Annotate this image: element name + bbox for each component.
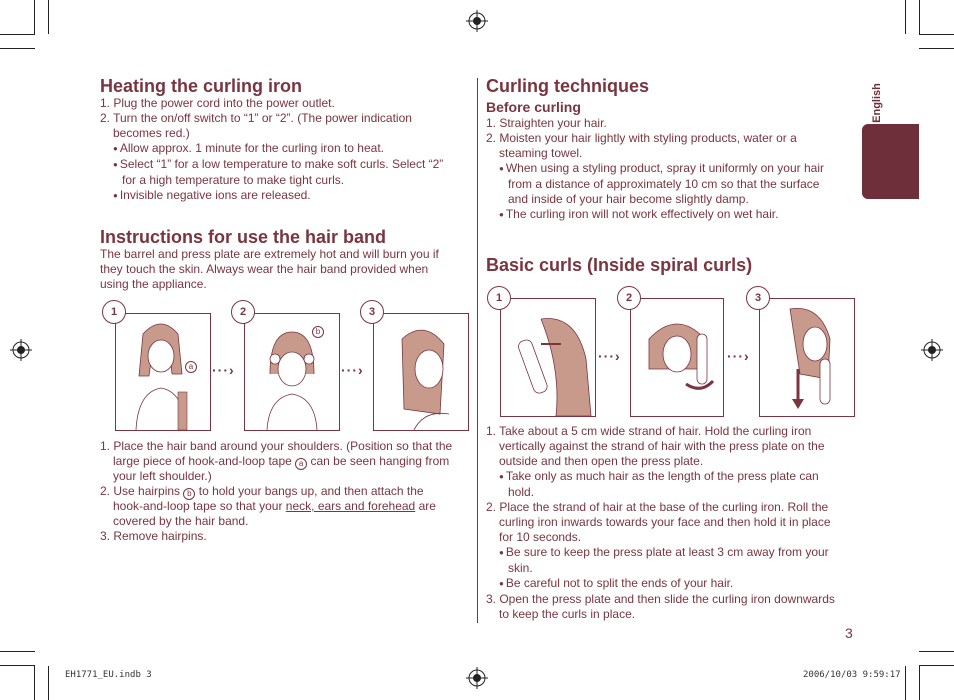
language-tab xyxy=(862,124,919,199)
crop-mark xyxy=(919,0,920,34)
crop-mark xyxy=(905,0,906,34)
registration-mark-icon xyxy=(921,339,943,361)
footer-file: EH1771_EU.indb 3 xyxy=(65,670,152,680)
next-arrow: ···› xyxy=(341,362,364,378)
heating-title: Heating the curling iron xyxy=(100,76,303,96)
step-number-1: 1 xyxy=(102,300,126,324)
hairband-steps: 1. Place the hair band around your shoulders. (Position so that the large piece of hook-and-loop tape a can be seen hanging from your left shoulder.) 2. Use hairpins b to hold your bangs up, and then attach the hook-and-loop tape so that your neck, ears and forehead are covered by the hair band. 3. Remove hairpins. xyxy=(100,439,453,543)
registration-mark-icon xyxy=(466,667,488,689)
label-a: a xyxy=(185,361,197,373)
crop-mark xyxy=(919,34,954,35)
basic-curls-title: Basic curls (Inside spiral curls) xyxy=(486,255,753,275)
curl-illustration-3 xyxy=(759,298,855,417)
hairband-illustration-3 xyxy=(373,313,469,431)
crop-mark xyxy=(0,48,35,49)
step-number-2: 2 xyxy=(231,300,255,324)
next-arrow: ···› xyxy=(727,348,750,364)
crop-mark xyxy=(905,666,906,700)
hairband-illustration-1 xyxy=(115,313,211,431)
next-arrow: ···› xyxy=(212,362,235,378)
hairband-illustration-2 xyxy=(244,313,340,431)
crop-mark xyxy=(0,665,35,666)
curl-step-number-1: 1 xyxy=(487,286,511,310)
crop-mark xyxy=(0,34,35,35)
step-number-3: 3 xyxy=(360,300,384,324)
curl-illustration-2 xyxy=(630,298,724,417)
crop-mark xyxy=(34,666,35,700)
before-curling-steps: 1. Straighten your hair. 2. Moisten your hair lightly with styling products, water or a steaming towel. ● When using a styling product, spray it uniformly on your hair from a distance of approximately 10 cm so that the surface and inside of your hair become slightly damp. ● The curling iron will not work effectively on wet hair. xyxy=(486,116,824,223)
heating-steps: 1. Plug the power cord into the power outlet. 2. Turn the on/off switch to “1” or “2”. (The power indication becomes red.) ● Allow approx. 1 minute for the curling iron to heat. ● Select “1” for a low temperature to make soft curls. Select “2” for a high temperature to make tight curls. ● Invisible negative ions are released. xyxy=(100,96,443,204)
curl-illustration-1 xyxy=(500,298,596,417)
before-curling-subtitle: Before curling xyxy=(486,99,581,115)
crop-mark xyxy=(919,651,954,652)
crop-mark xyxy=(48,666,49,700)
crop-mark xyxy=(919,666,920,700)
crop-mark xyxy=(919,48,954,49)
hairband-title: Instructions for use the hair band xyxy=(100,227,387,247)
label-b: b xyxy=(312,326,324,338)
curl-step-number-2: 2 xyxy=(617,286,641,310)
crop-mark xyxy=(48,0,49,34)
column-divider xyxy=(477,78,478,623)
hairband-intro: The barrel and press plate are extremely hot and will burn you if they touch the skin. Always wear the hair band provided when using the appliance. xyxy=(100,247,439,291)
crop-mark xyxy=(0,651,35,652)
crop-mark xyxy=(34,0,35,34)
footer-date: 2006/10/03 9:59:17 xyxy=(803,670,901,680)
crop-mark xyxy=(919,665,954,666)
curl-step-number-3: 3 xyxy=(746,286,770,310)
basic-curls-steps: 1. Take about a 5 cm wide strand of hair. Hold the curling iron vertically against the strand of hair with the press plate on the outside and then open the press plate. ● Take only as much hair as the length of the press plate can hold. 2. Place the strand of hair at the base of the curling iron. Roll the curling iron inwards towards your face and then hold it in place for 10 seconds. ● Be sure to keep the press plate at least 3 cm away from your skin. ● Be careful not to split the ends of your hair. 3. Open the press plate and then slide the curling iron downwards to keep the curls in place. xyxy=(486,424,835,622)
techniques-title: Curling techniques xyxy=(486,76,650,96)
registration-mark-icon xyxy=(466,10,488,32)
page-number: 3 xyxy=(845,625,853,641)
next-arrow: ···› xyxy=(598,348,621,364)
language-label: English xyxy=(870,83,883,123)
registration-mark-icon xyxy=(10,339,32,361)
